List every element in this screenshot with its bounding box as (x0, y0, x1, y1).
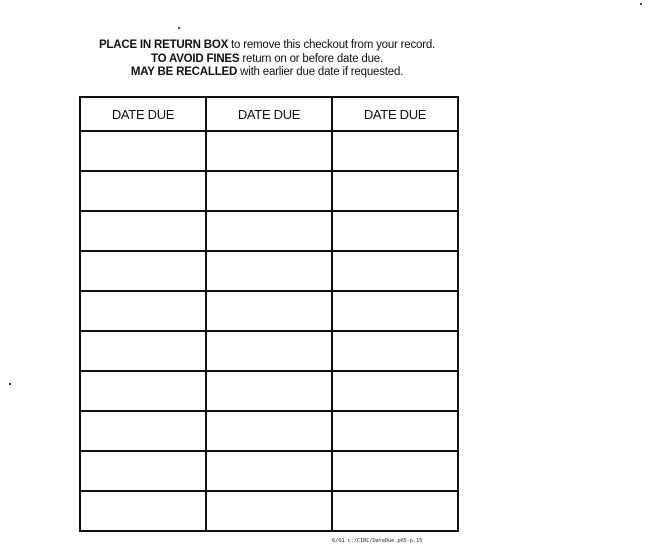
date-due-header: DATE DUE (332, 97, 458, 131)
date-due-cell (332, 251, 458, 291)
date-due-cell (332, 371, 458, 411)
table-header-row (80, 97, 458, 131)
scan-speck (178, 27, 180, 29)
date-due-cell (80, 251, 206, 291)
table-row (80, 211, 458, 251)
date-due-cell (80, 291, 206, 331)
date-due-cell (206, 331, 332, 371)
date-due-cell (332, 211, 458, 251)
date-due-cell (332, 291, 458, 331)
table-row (80, 371, 458, 411)
date-due-cell (80, 451, 206, 491)
date-due-cell (332, 491, 458, 531)
date-due-cell (332, 331, 458, 371)
date-due-cell (206, 251, 332, 291)
form-code: 6/01 c:/CIRC/DateDue.p65-p.15 (332, 538, 423, 544)
date-due-cell (80, 411, 206, 451)
date-due-cell (206, 491, 332, 531)
date-due-cell (332, 411, 458, 451)
date-due-cell (206, 411, 332, 451)
table-row (80, 131, 458, 171)
date-due-cell (80, 331, 206, 371)
date-due-cell (80, 371, 206, 411)
date-due-cell (80, 171, 206, 211)
date-due-cell (206, 371, 332, 411)
scan-speck (640, 3, 642, 5)
date-due-table (79, 96, 459, 532)
date-due-cell (332, 131, 458, 171)
instruction-line-recall: MAY BE RECALLED with earlier due date if requested. (130, 66, 404, 78)
instruction-line-return: PLACE IN RETURN BOX to remove this checkout from your record. (98, 39, 436, 51)
date-due-cell (332, 451, 458, 491)
table-row (80, 491, 458, 531)
date-due-cell (206, 211, 332, 251)
date-due-header: DATE DUE (80, 97, 206, 131)
table-row (80, 411, 458, 451)
date-due-cell (206, 171, 332, 211)
date-due-cell (206, 131, 332, 171)
instruction-line-fines: TO AVOID FINES return on or before date due. (151, 52, 383, 65)
date-due-cell (206, 451, 332, 491)
return-instructions (60, 39, 474, 80)
table-row (80, 331, 458, 371)
table-row (80, 251, 458, 291)
date-due-cell (80, 131, 206, 171)
table-row (80, 291, 458, 331)
date-due-cell (332, 171, 458, 211)
date-due-rows (80, 131, 458, 531)
date-due-cell (80, 211, 206, 251)
table-row (80, 171, 458, 211)
scan-speck (9, 383, 11, 385)
date-due-header: DATE DUE (206, 97, 332, 131)
table-row (80, 451, 458, 491)
date-due-cell (80, 491, 206, 531)
date-due-cell (206, 291, 332, 331)
